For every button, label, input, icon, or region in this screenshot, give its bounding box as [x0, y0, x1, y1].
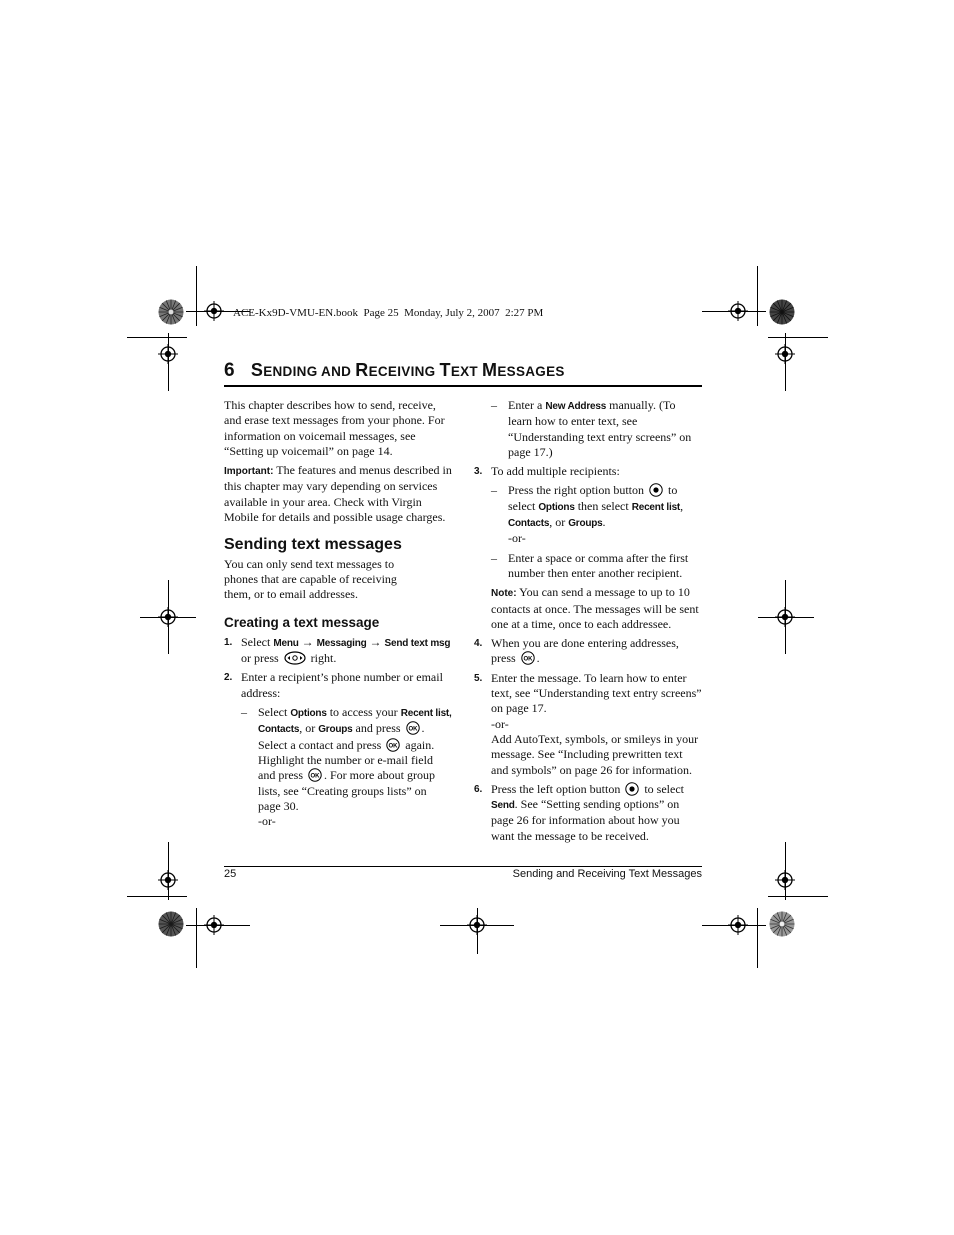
registration-target-icon — [775, 607, 795, 627]
color-dial-icon — [158, 299, 184, 325]
book-header: ACE-Kx9D-VMU-EN.book Page 25 Monday, July 2, 2007 2:27 PM — [233, 307, 544, 319]
color-dial-icon — [158, 911, 184, 937]
step-3-option-a: – Press the right option button to select Options then select Recent list, Contacts, or Groups. -or- — [491, 483, 684, 546]
registration-target-icon — [467, 915, 487, 935]
step-4: 4. When you are done entering addresses, press OK . — [474, 636, 679, 666]
step-1: 1. Select Menu → Messaging → Send text msg or press right. — [224, 634, 451, 666]
svg-text:OK: OK — [523, 656, 533, 663]
chapter-rule — [224, 385, 702, 387]
step-2-option-a: – Select Options to access your Recent list, Contacts, or Groups and press OK . Select a contact and press OK again. Highlight the number or e-mail field and press OK . For more about group lists, see “Creating groups lists” on page 30. -or- — [241, 705, 452, 829]
nav-key-icon — [284, 651, 306, 665]
step-3: 3. To add multiple recipients: — [474, 464, 620, 479]
ok-icon — [521, 651, 535, 665]
color-dial-icon — [769, 299, 795, 325]
registration-target-icon — [775, 870, 795, 890]
option-button-icon — [625, 782, 639, 796]
ok-icon — [406, 721, 420, 735]
step-2: 2. Enter a recipient’s phone number or email address: — [224, 670, 443, 700]
registration-target-icon — [728, 301, 748, 321]
section-paragraph: You can only send text messages to phones that are capable of receiving them, or to email addresses. — [224, 556, 397, 602]
footer-rule — [224, 866, 702, 867]
color-dial-icon — [769, 911, 795, 937]
intro-paragraph: This chapter describes how to send, receive, and erase text messages from your phone. For information on voicemail messages, see “Setting up voicemail” on page 14. — [224, 398, 445, 458]
option-button-icon — [649, 483, 663, 497]
svg-text:OK: OK — [310, 773, 320, 780]
step-5: 5. Enter the message. To learn how to enter text, see “Understanding text entry screens” on page 17. -or- Add AutoText, symbols, or smileys in your message. See “Including prewritten text and symbols” on page 26 for information. — [474, 670, 702, 777]
registration-target-icon — [158, 607, 178, 627]
left-column — [224, 398, 452, 833]
registration-target-icon — [158, 870, 178, 890]
section-title: Sending text messages — [224, 536, 402, 554]
page-number: 25 — [224, 868, 237, 880]
important-note: Important: The features and menus described in this chapter may vary depending on services available in your area. Check with Virgin Mobile for details and possible usage charges. — [224, 463, 452, 525]
registration-target-icon — [204, 301, 224, 321]
subsection-title: Creating a text message — [224, 614, 380, 630]
chapter-number: 6 — [224, 360, 235, 381]
svg-text:OK: OK — [388, 743, 398, 750]
step-2-option-b: – Enter a New Address manually. (To learn how to enter text, see “Understanding text entry screens” on page 17.) — [491, 398, 692, 459]
ok-icon — [386, 738, 400, 752]
ok-icon — [308, 768, 322, 782]
chapter-title — [224, 360, 565, 382]
registration-target-icon — [728, 915, 748, 935]
running-footer: Sending and Receiving Text Messages — [512, 868, 702, 880]
step-3-option-b: – Enter a space or comma after the first number then enter another recipient. — [491, 550, 689, 580]
right-column — [474, 398, 702, 848]
svg-text:OK: OK — [408, 726, 418, 733]
registration-target-icon — [775, 344, 795, 364]
registration-target-icon — [158, 344, 178, 364]
registration-target-icon — [204, 915, 224, 935]
note: Note: You can send a message to up to 10 contacts at once. The messages will be sent one at a time, once to each addressee. — [491, 585, 699, 631]
step-6: 6. Press the left option button to select Send. See “Setting sending options” on page 26 for information about how you want the message to be received. — [474, 781, 684, 843]
chapter-title-text: SENDING AND RECEIVING TEXT MESSAGES — [250, 360, 565, 380]
